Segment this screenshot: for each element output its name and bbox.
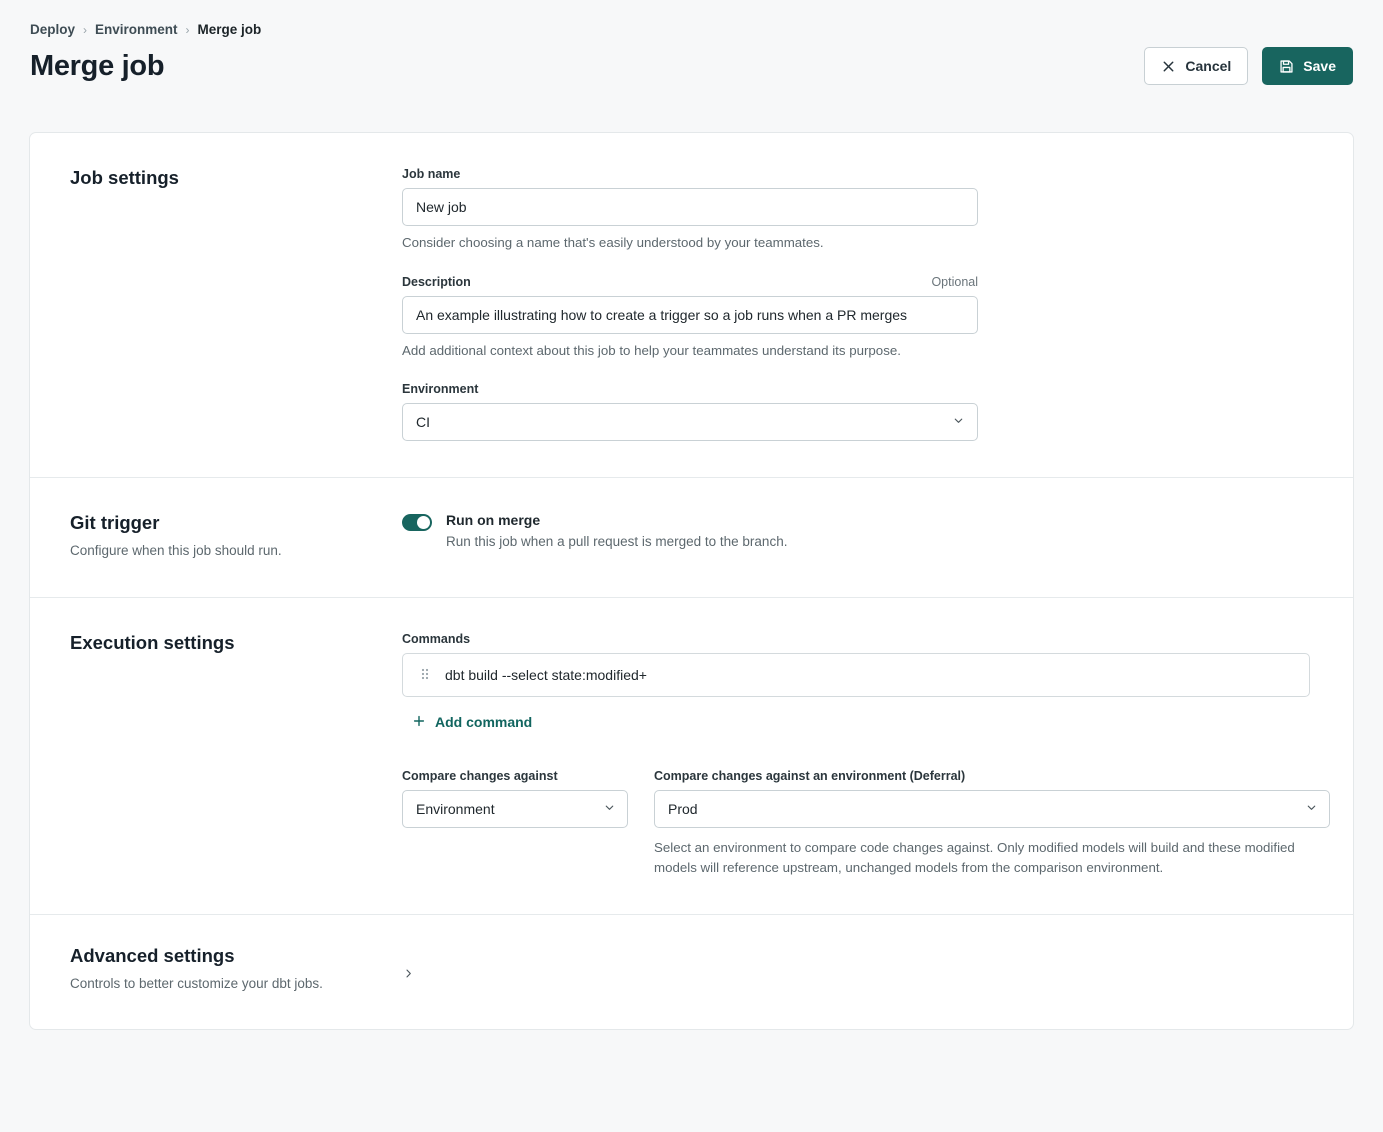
description-input[interactable]: [402, 296, 978, 334]
description-optional-tag: Optional: [931, 274, 978, 289]
plus-icon: [412, 714, 426, 731]
environment-select-value: CI: [416, 414, 430, 431]
section-advanced-settings[interactable]: [30, 914, 1353, 1030]
breadcrumb-item-environment[interactable]: Environment: [95, 22, 178, 37]
compare-changes-against-label: Compare changes against: [402, 768, 558, 783]
page-title: Merge job: [30, 49, 165, 82]
description-help: Add additional context about this job to help your teammates understand its purpose.: [402, 342, 901, 358]
section-title-execution-settings: Execution settings: [70, 631, 235, 653]
section-job-settings-body: [402, 167, 1313, 441]
deferral-select[interactable]: [654, 790, 1330, 828]
save-disk-icon: [1279, 59, 1294, 74]
field-job-name: [402, 167, 1313, 253]
job-name-help: Consider choosing a name that's easily understood by your teammates.: [402, 235, 824, 250]
cancel-button[interactable]: [1144, 47, 1248, 85]
header-actions: [1144, 47, 1353, 85]
command-row[interactable]: [402, 653, 1310, 697]
deferral-field: [654, 769, 1330, 878]
run-on-merge-description: Run this job when a pull request is merged to the branch.: [446, 534, 788, 550]
section-job-settings-header: [70, 167, 402, 441]
environment-select[interactable]: [402, 403, 978, 441]
save-button[interactable]: [1262, 47, 1353, 85]
drag-handle-icon[interactable]: [421, 667, 429, 683]
breadcrumb: [0, 0, 1383, 37]
commands-label: Commands: [402, 631, 471, 646]
run-on-merge-toggle[interactable]: [402, 514, 432, 531]
field-job-name-label-row: [402, 167, 978, 181]
chevron-down-icon: [952, 414, 965, 430]
deferral-help: Select an environment to compare code changes against. Only modified models will build and these modified models will reference upstream, unchanged models from the comparison environment.: [654, 839, 1295, 875]
section-git-trigger-header: [70, 512, 402, 561]
section-title-advanced-settings: Advanced settings: [70, 944, 235, 966]
section-title-job-settings: Job settings: [70, 167, 179, 188]
compare-changes-against-select[interactable]: [402, 790, 628, 828]
job-name-label: Job name: [402, 167, 461, 181]
close-icon: [1161, 59, 1176, 74]
section-execution-settings: [30, 597, 1353, 914]
deferral-value: Prod: [668, 800, 698, 817]
compare-settings-row: [402, 769, 1330, 878]
description-label: Description: [402, 274, 471, 289]
field-environment-label-row: [402, 382, 978, 396]
command-text: dbt build --select state:modified+: [445, 666, 647, 683]
environment-label: Environment: [402, 382, 479, 397]
field-environment: [402, 382, 1313, 441]
cancel-button-label: Cancel: [1185, 58, 1232, 74]
section-job-settings: [30, 133, 1353, 477]
toggle-knob: [417, 516, 430, 529]
chevron-down-icon: [603, 801, 616, 817]
compare-changes-against-value: Environment: [416, 800, 495, 817]
add-command-label: Add command: [435, 714, 533, 731]
deferral-label: Compare changes against an environment (Deferral): [654, 768, 966, 783]
section-git-trigger-body: [402, 512, 1313, 561]
page-header: [0, 37, 1383, 85]
section-desc-advanced-settings: Controls to better customize your dbt jobs.: [70, 975, 323, 991]
section-execution-settings-body: [402, 632, 1330, 878]
run-on-merge-label: Run on merge: [446, 512, 541, 529]
section-title-git-trigger: Git trigger: [70, 512, 160, 534]
breadcrumb-separator-icon: ›: [185, 22, 190, 37]
section-execution-settings-header: [70, 632, 402, 878]
save-button-label: Save: [1303, 58, 1336, 74]
run-on-merge-row: [402, 512, 1313, 549]
advanced-settings-header: [70, 945, 402, 994]
settings-card: [29, 132, 1354, 1030]
section-desc-git-trigger: Configure when this job should run.: [70, 543, 282, 559]
section-git-trigger: [30, 477, 1353, 597]
job-name-input[interactable]: [402, 188, 978, 226]
run-on-merge-text: [446, 512, 787, 549]
breadcrumb-separator-icon: ›: [83, 22, 88, 37]
breadcrumb-item-deploy[interactable]: Deploy: [30, 22, 76, 37]
field-description-label-row: [402, 275, 978, 289]
field-description: [402, 275, 1313, 361]
add-command-button[interactable]: [412, 714, 532, 731]
compare-changes-against-field: [402, 769, 628, 878]
breadcrumb-item-merge-job: Merge job: [197, 22, 262, 37]
chevron-down-icon: [1305, 801, 1318, 817]
chevron-right-icon[interactable]: [402, 967, 415, 983]
